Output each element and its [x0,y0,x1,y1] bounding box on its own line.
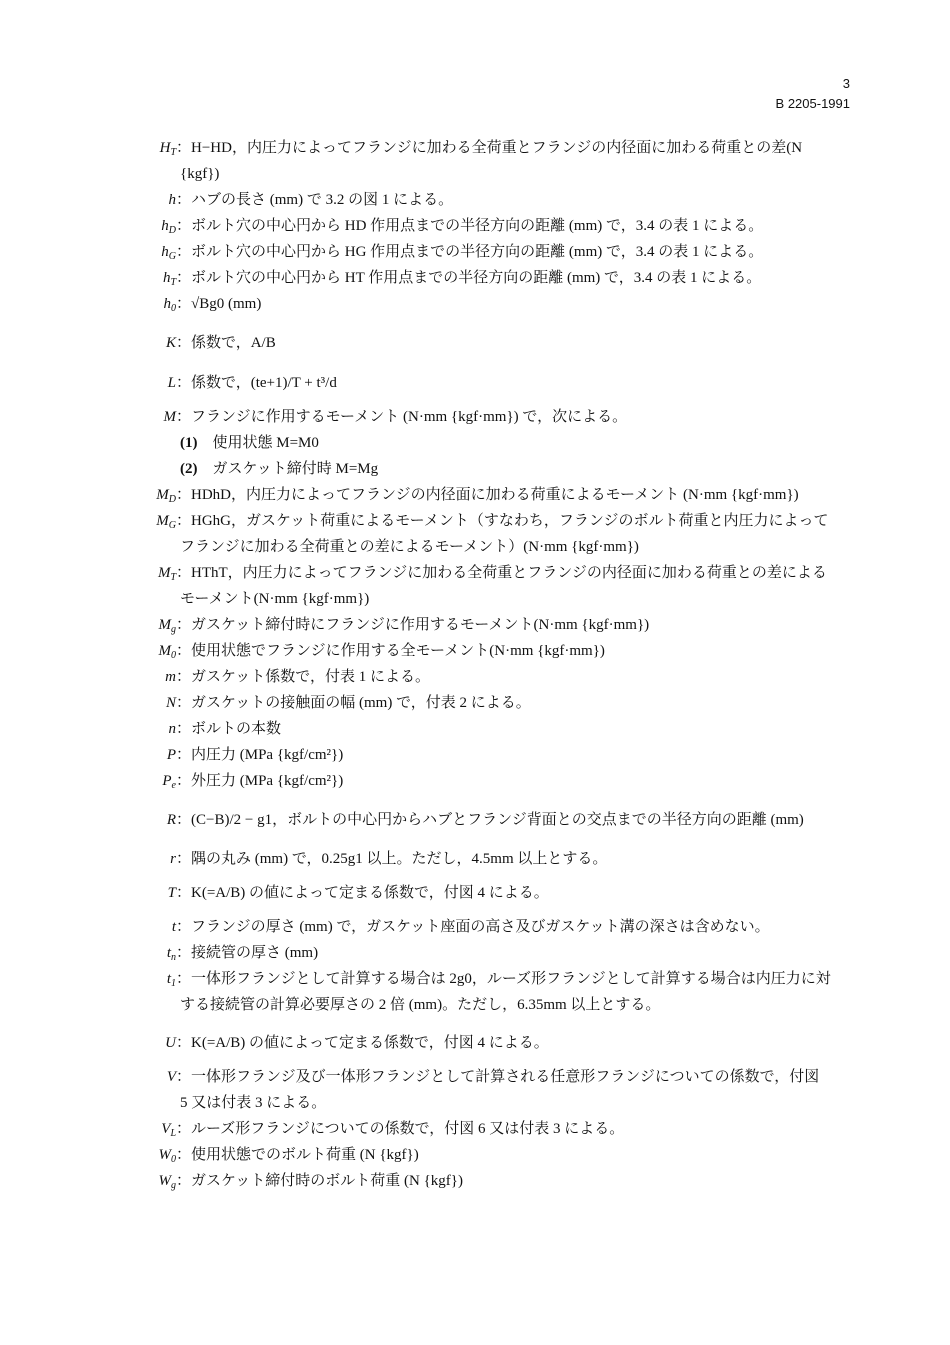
symbol: $H_T$ [159,140,176,158]
symbol-subscript: e [171,780,176,791]
symbol: $V_L$ [161,1121,176,1139]
definition-entry [0,914,950,940]
definition-text: ：H−HD，内圧力によってフランジに加わる全荷重とフランジの内径面に加わる荷重との差(N [176,140,803,156]
symbol: $M_0$ [158,643,176,661]
definition-entry [0,213,950,239]
definition-text: ：一体形フランジとして計算する場合は 2g0，ルーズ形フランジとして計算する場合は内圧力に対 [176,971,831,987]
symbol-subscript: 0 [171,303,176,314]
definition-text: ：HDhD，内圧力によってフランジの内径面に加わる荷重によるモーメント (N·mm {kgf·mm}) [176,487,799,503]
definition-text: ：K(=A/B) の値によって定まる係数で，付図 4 による。 [176,1035,549,1051]
definition-text: ：使用状態でのボルト荷重 (N {kgf}) [176,1147,419,1163]
definition-text: ：ボルト穴の中心円から HD 作用点までの半径方向の距離 (mm) で，3.4 の表 1 による。 [176,218,764,234]
definition-text: ：ハブの長さ (mm) で 3.2 の図 1 による。 [176,192,454,208]
definition-entry [0,239,950,265]
symbol: $h_0$ [163,296,176,314]
symbol: $h_G$ [161,244,176,262]
definition-entry [0,664,950,690]
definition-entry [0,1064,950,1090]
symbol: $P_e$ [162,773,176,791]
symbol-subscript: T [170,147,176,158]
definition-entry [0,716,950,742]
definition-text: ：内圧力 (MPa {kgf/cm²}) [176,747,344,763]
definition-entry [0,187,950,213]
definition-text: ：HGhG，ガスケット荷重によるモーメント（すなわち，フランジのボルト荷重と内圧力によって [176,513,829,529]
symbol-subscript: 1 [171,978,176,989]
definition-text: ：外圧力 (MPa {kgf/cm²}) [176,773,344,789]
definition-entry [0,265,950,291]
definition-entry [0,135,950,161]
symbol: $h_D$ [161,218,176,236]
definition-text: ：フランジの厚さ (mm) で，ガスケット座面の高さ及びガスケット溝の深さは含めない。 [176,919,770,935]
definition-entry [0,508,950,534]
definition-entry [0,768,950,794]
moment-case [180,430,319,456]
definition-entry [0,612,950,638]
definition-entry [0,638,950,664]
symbol-subscript: D [168,225,176,236]
definition-text: ：√Bg0 (mm) [176,296,262,312]
definition-text: ：K(=A/B) の値によって定まる係数で，付図 4 による。 [176,885,549,901]
definition-continuation: フランジに加わる全荷重との差によるモーメント）(N·mm {kgf·mm}) [180,539,639,555]
symbol: $M_g$ [158,617,176,635]
symbol-subscript: n [171,952,176,963]
symbol: n [168,721,176,737]
definition-entry [0,690,950,716]
standard-id: B 2205-1991 [775,96,850,111]
definition-entry [0,404,950,430]
symbol: $M_T$ [157,565,176,583]
definition-entry [0,1116,950,1142]
definition-entry [0,807,950,833]
moment-case-text: ガスケット締付時 M=Mg [197,461,379,477]
definition-entry [0,846,950,872]
symbol-subscript: G [168,520,176,531]
definition-entry [0,1142,950,1168]
moment-case-number: (2) [180,461,198,477]
definition-continuation: する接続管の計算必要厚さの 2 倍 (mm)。ただし，6.35mm 以上とする。 [180,997,661,1013]
definition-text: ：係数で，(te+1)/T + t³/d [176,375,337,391]
symbol: r [170,851,176,867]
moment-case-text: 使用状態 M=M0 [197,435,319,451]
definition-continuation: モーメント(N·mm {kgf·mm}) [180,591,370,607]
symbol: N [165,695,176,711]
symbol: $h_T$ [162,270,176,288]
definition-text: ：フランジに作用するモーメント (N·mm {kgf·mm}) で，次による。 [176,409,628,425]
definition-entry [0,742,950,768]
symbol: L [167,375,176,391]
definition-text: ：HThT，内圧力によってフランジに加わる全荷重とフランジの内径面に加わる荷重との差による [176,565,827,581]
definition-text: ：ボルト穴の中心円から HG 作用点までの半径方向の距離 (mm) で，3.4 の表 1 による。 [176,244,764,260]
symbol: M [163,409,176,425]
symbol: V [166,1069,176,1085]
definition-text: ：ボルト穴の中心円から HT 作用点までの半径方向の距離 (mm) で，3.4 の表 1 による。 [176,270,762,286]
symbol: $t_n$ [166,945,176,963]
definition-entry [0,1168,950,1194]
definition-entry [0,560,950,586]
definition-entry [0,370,950,396]
symbol-subscript: 0 [171,1154,176,1165]
definition-text: ：ガスケット締付時のボルト荷重 (N {kgf}) [176,1173,463,1189]
definition-text: ：ルーズ形フランジについての係数で，付図 6 又は付表 3 による。 [176,1121,625,1137]
definition-text: ：係数で，A/B [176,335,276,351]
definition-entry [0,330,950,356]
definition-text: ：接続管の厚さ (mm) [176,945,319,961]
definition-text: ：(C−B)/2 − g1，ボルトの中心円からハブとフランジ背面との交点までの半径方向の距離 (mm) [176,812,804,828]
definition-entry [0,940,950,966]
symbol: $t_1$ [166,971,176,989]
definition-text: ：ガスケット係数で，付表 1 による。 [176,669,430,685]
symbol: $W_g$ [158,1173,176,1191]
symbol-subscript: G [168,251,176,262]
definition-entry [0,482,950,508]
symbol-subscript: L [170,1128,176,1139]
symbol: t [171,919,176,935]
page-number: 3 [842,76,850,91]
definition-entry [0,880,950,906]
definition-text: ：ガスケットの接触面の幅 (mm) で，付表 2 による。 [176,695,531,711]
moment-case [180,456,378,482]
symbol: h [168,192,176,208]
symbol: R [166,812,176,828]
symbol-subscript: g [171,624,176,635]
symbol-subscript: g [171,1180,176,1191]
symbol: $M_D$ [156,487,176,505]
symbol-subscript: 0 [171,650,176,661]
definition-text: ：使用状態でフランジに作用する全モーメント(N·mm {kgf·mm}) [176,643,605,659]
symbol-subscript: T [170,277,176,288]
symbol: $M_G$ [156,513,176,531]
moment-case-number: (1) [180,435,198,451]
definition-text: ：ボルトの本数 [176,721,282,737]
definition-entry [0,291,950,317]
definition-text: ：ガスケット締付時にフランジに作用するモーメント(N·mm {kgf·mm}) [176,617,650,633]
symbol-subscript: T [170,572,176,583]
symbol: T [167,885,176,901]
definition-continuation: {kgf}) [180,166,220,182]
definition-entry [0,966,950,992]
symbol: U [165,1035,176,1051]
symbol-subscript: D [168,494,176,505]
symbol: m [165,669,176,685]
definition-text: ：隅の丸み (mm) で，0.25g1 以上。ただし，4.5mm 以上とする。 [176,851,608,867]
symbol: $W_0$ [158,1147,176,1165]
definition-continuation: 5 又は付表 3 による。 [180,1095,327,1111]
definition-text: ：一体形フランジ及び一体形フランジとして計算される任意形フランジについての係数で，付図 [176,1069,820,1085]
symbol: P [166,747,176,763]
symbol: K [165,335,176,351]
definition-entry [0,1030,950,1056]
